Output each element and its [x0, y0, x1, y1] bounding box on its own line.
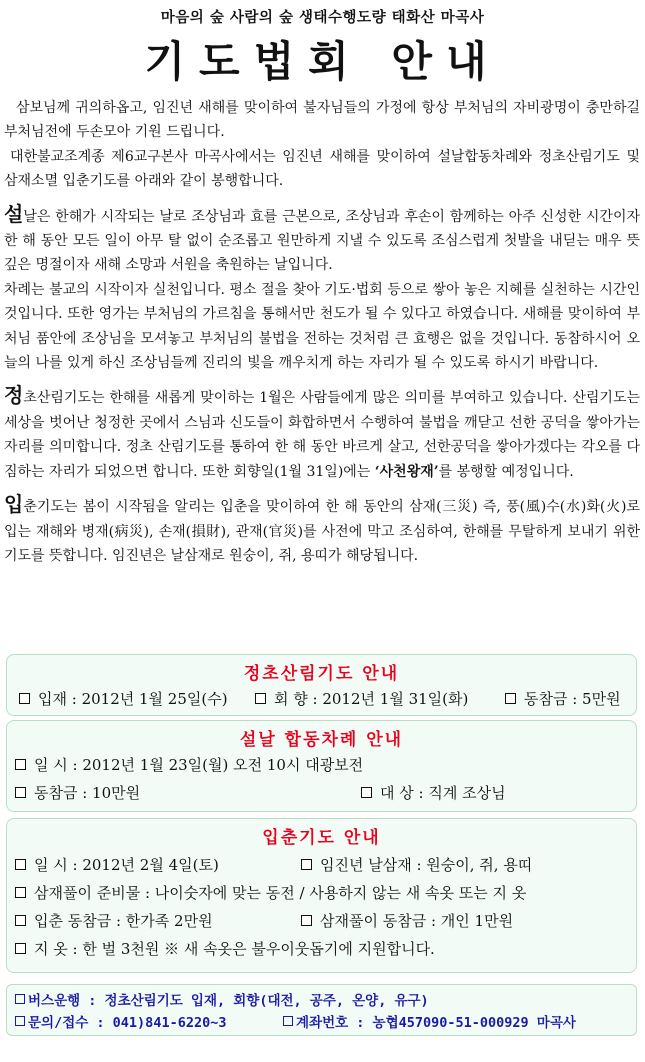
checkbox-icon	[15, 787, 26, 798]
jeongcho-end-date: 회 향 : 2012년 1월 31일(화)	[274, 689, 469, 708]
ipchun-fee-row	[7, 906, 636, 934]
jeongcho-fee: 동참금 : 5만원	[524, 689, 621, 708]
sacheonwang-highlight: ‘사천왕재’	[374, 463, 439, 480]
jeongcho-initial: 정	[4, 383, 24, 408]
checkbox-icon	[15, 1016, 25, 1026]
notice-body	[4, 96, 640, 568]
page-title: 기도법회 안내	[144, 37, 501, 86]
ritual-paragraph: 차례는 불교의 시작이자 실천입니다. 평소 절을 찾아 기도·법회 등으로 쌓아 놓은 지혜를 실천하는 시간인 것입니다. 또한 영가는 부처님의 가르침을 통해서만 천도가 될 수 있다고 하였습니다. 새해를 맞이하여 부처님 품안에 조상님을 모셔놓고 부처님의 불법을 전하는 것처럼 큰 효행은 없을 것입니다. 동참하시어 오늘의 나를 있게 하신 조상님들께 진리의 빛을 깨우치게 하는 자리가 될 수 있도록 하시기 바랍니다.	[4, 281, 640, 372]
checkbox-icon	[255, 693, 266, 704]
ipchun-date-row	[7, 850, 636, 878]
seollal-paragraph	[4, 202, 640, 278]
contact-footer	[6, 984, 637, 1036]
seollal-fee: 동참금 : 10만원	[34, 783, 141, 802]
ipchun-family-fee: 입춘 동참금 : 한가족 2만원	[34, 911, 213, 930]
ipchun-supplies-row	[7, 878, 636, 906]
jeongcho-paragraph	[4, 383, 640, 484]
intro-paragraph-2: 대한불교조계종 제6교구본사 마곡사에서는 임진년 새해를 맞이하여 설날합동차례와 정초산림기도 및 삼재소멸 입춘기도를 아래와 같이 봉행합니다.	[4, 148, 640, 190]
jeongcho-info-box	[6, 654, 637, 716]
bus-row	[7, 988, 636, 1010]
checkbox-icon	[15, 943, 26, 954]
seollal-info-box	[6, 720, 637, 812]
seollal-fee-row	[7, 778, 636, 806]
checkbox-icon	[15, 887, 26, 898]
checkbox-icon	[15, 994, 25, 1004]
bus-info: 버스운행 : 정초산림기도 입재, 회향(대전, 공주, 온양, 유구)	[28, 993, 429, 1009]
checkbox-icon	[301, 859, 312, 870]
contact-phone: 문의/접수 : 041)841-6220~3	[28, 1015, 227, 1031]
jeongcho-text: 초산림기도는 한해를 새롭게 맞이하는 1월은 사람들에게 많은 의미를 부여하고 있습니다. 산림기도는 세상을 벗어난 청정한 곳에서 스님과 신도들이 화합하면서 수행하여 불법을 깨닫고 선한 공덕을 쌓아가는 자리를 의미합니다. 정초 산림기도를 통하여 한 해 동안 바르게 살고, 선한공덕을 쌓아가겠다는 각오를 다짐하는 자리가 되었으면 합니다. 또한 회향일(1월 31일)에는	[4, 390, 640, 480]
seollal-initial: 설	[4, 201, 24, 226]
ipchun-text: 춘기도는 봄이 시작됨을 알리는 입춘을 맞이하여 한 해 동안의 삼재(三災) 즉, 풍(風)수(水)화(火)로 입는 재해와 병재(病災), 손재(損財), 관재(官災)를 사전에 막고 조심하여, 한해를 무탈하게 보내기 위한 기도를 뜻합니다. 임진년은 날삼재로 원숭이, 쥐, 용띠가 해당됩니다.	[4, 499, 640, 564]
temple-subtitle: 마음의 숲 사람의 숲 생태수행도량 태화산 마곡사	[160, 9, 485, 26]
ipchun-samjae: 임진년 날삼재 : 원숭이, 쥐, 용띠	[320, 855, 533, 874]
bank-account: 계좌번호 : 농협457090-51-000929 마곡사	[296, 1015, 576, 1031]
checkbox-icon	[15, 759, 26, 770]
ipchun-supplies: 삼재풀이 준비물 : 나이숫자에 맞는 동전 / 사용하지 않는 새 속옷 또는 지 옷	[34, 883, 527, 902]
seollal-date: 일 시 : 2012년 1월 23일(월) 오전 10시 대광보전	[34, 755, 364, 774]
ipchun-initial: 입	[4, 492, 24, 517]
paper-clothes-fee: 지 옷 : 한 벌 3천원 ※ 새 속옷은 불우이웃돕기에 지원합니다.	[34, 939, 435, 958]
seollal-text: 날은 한해가 시작되는 날로 조상님과 효를 근본으로, 조상님과 후손이 함께하는 아주 신성한 시간이자 한 해 동안 모든 일이 아무 탈 없이 순조롭고 원만하게 지낼 수 있도록 조심스럽게 첫발을 내딛는 매우 뜻 깊은 명절이자 새해 소망과 서원을 축원하는 날입니다.	[4, 208, 640, 274]
checkbox-icon	[15, 915, 26, 926]
samjae-fee: 삼재풀이 동참금 : 개인 1만원	[320, 911, 514, 930]
ipchun-date: 일 시 : 2012년 2월 4일(토)	[34, 855, 219, 874]
checkbox-icon	[301, 915, 312, 926]
jeongcho-start-date: 입재 : 2012년 1월 25일(수)	[38, 689, 228, 708]
checkbox-icon	[283, 1016, 293, 1026]
seollal-date-row	[7, 750, 636, 778]
jeongcho-text-end: 를 봉행할 예정입니다.	[438, 463, 574, 480]
ipchun-info-box	[6, 818, 637, 973]
ipchun-clothes-row	[7, 934, 636, 962]
seollal-box-heading: 설날 합동차례 안내	[239, 730, 404, 750]
jeongcho-info-row	[7, 684, 636, 712]
ipchun-box-heading: 입춘기도 안내	[262, 828, 381, 848]
checkbox-icon	[15, 859, 26, 870]
ipchun-paragraph	[4, 492, 640, 568]
jeongcho-box-heading: 정초산림기도 안내	[243, 664, 400, 684]
checkbox-icon	[19, 693, 30, 704]
contact-row	[7, 1010, 636, 1032]
checkbox-icon	[361, 787, 372, 798]
intro-paragraph-1: 삼보님께 귀의하옵고, 임진년 새해를 맞이하여 불자님들의 가정에 항상 부처님의 자비광명이 충만하길 부처님전에 두손모아 기원 드립니다.	[4, 100, 640, 141]
seollal-target: 대 상 : 직계 조상님	[380, 783, 506, 802]
checkbox-icon	[505, 693, 516, 704]
